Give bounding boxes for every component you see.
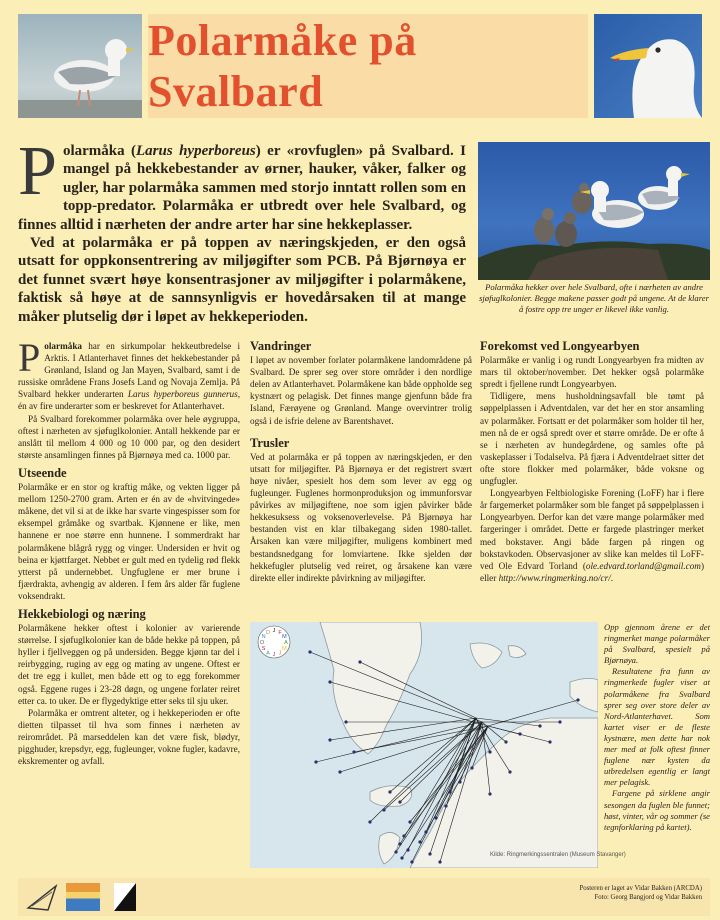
recovery-dot <box>314 760 317 763</box>
recovery-dot <box>368 820 371 823</box>
recovery-dot <box>424 830 427 833</box>
page-title: Polarmåke på Svalbard <box>148 16 417 116</box>
vandringer-text: I løpet av november forlater polarmåkene landområdene på Svalbard. De sprer seg over store områder i den nordlige delen av Atlanterhavet. Polarmåkene kan både oppholde seg kystnært og pelagisk. Det finnes mange gjenfunn både fra Island, Færøyene og Grønland. Mange overvintrer trolig også i de isfrie delene av Barentshavet. <box>250 355 472 426</box>
recovery-dot <box>448 790 451 793</box>
intro-text-b: ) er «rovfuglen» på Svalbard. I mangel på hekkebestander av ørner, hauker, våker, falker og ugler, har polarmåka sammen med storjo inntatt rollen som en topp-predator. Polarmåka er utbredt over hele Svalbard, og finnes alltid i nærheten der andre arter har sine hekkeplasser. <box>18 143 466 233</box>
recovery-dot <box>576 698 579 701</box>
forekomst-text-1: Polarmåke er vanlig i og rundt Longyearbyen fra midten av mars til oktober/november. Det hekker også polarmåke spredt i fjellene rundt Longyearbyen. <box>480 355 704 390</box>
credit-photo: Foto: Georg Bangjord og Vidar Bakken <box>594 894 702 901</box>
recovery-line <box>316 722 482 762</box>
recovery-dot <box>344 720 347 723</box>
col1-dropcap: P <box>18 335 41 380</box>
legend-month-label: N <box>261 634 266 641</box>
recovery-dot <box>328 738 331 741</box>
column-1 <box>18 335 241 767</box>
recovery-dot <box>358 660 361 663</box>
recovery-dot <box>410 860 413 863</box>
recovery-dot <box>382 808 385 811</box>
recovery-dot <box>458 780 461 783</box>
map-caption <box>604 622 710 833</box>
arcda-logo <box>114 883 136 911</box>
photo-caption: Polarmåka hekker over hele Svalbard, ofte i nærheten av andre sjøfuglkolonier. Begge makene passer godt på ungene. At de klarer å fostre opp tre unger er likevel ikke vanlig. <box>479 282 709 314</box>
utseende-text: Polarmåke er en stor og kraftig måke, og vekten ligger på mellom 1250-2700 gram. Arten er én av de «hvitvingede» måkene, det vil si at de ikke har svarte vingespisser som for eksempel gråmåke og svartbak. Kjønnene er like, men hannene er noe større enn hunnene. I sommerdrakt har polarmåkene blågrå rygg og vinger. Undersiden er hvit og beina er kjøttfarget. Nebbet er gult med en tydelig rød flekk ytterst på undernebbet. Ungfuglene er mer brune i fjærdrakta, avhengig av alderen. I fem års alder får fuglene voksendrakt. <box>18 482 240 601</box>
recovery-dot <box>338 770 341 773</box>
col1-latin: Larus hyperboreus gunnerus <box>127 389 238 400</box>
intro-text <box>18 133 466 326</box>
recovery-dot <box>548 740 551 743</box>
recovery-dot <box>400 856 403 859</box>
map-caption-1: Opp gjennom årene er det ringmerket mange polarmåker på Svalbard, spesielt på Bjørnøya. <box>604 622 710 666</box>
loff-logo <box>26 882 58 912</box>
recovery-dot <box>488 750 491 753</box>
heading-trusler: Trusler <box>250 435 290 450</box>
legend-month-label: A <box>284 640 288 647</box>
col1-text-b: , én av fire underarter som er beskrevet for Atlanterhavet. <box>18 389 241 412</box>
forekomst-text-3b: ) eller <box>480 560 704 583</box>
intro-paragraph-2: Ved at polarmåka er på toppen av næringskjeden, er den også utsatt for oppkonsentrering av miljøgifter som PCB. På Bjørnøya er det funnet svært høye konsentrasjoner av miljøgifter i polarmåkene, faktisk så høye at de sannsynligvis er hovedårsaken til at mange måker plutselig dør i løpet av hekkeperioden. <box>18 235 466 325</box>
museum-logo <box>66 883 100 911</box>
map-legend <box>258 626 290 658</box>
col1-text-a: har en sirkumpolar hekkeutbredelse i Arktis. I Atlanterhavet finnes det hekkebestander på Grønland, Island og Jan Mayen, Svalbard, samt i de russiske områdene Frans Josefs Land og Novaja Zemlja. På Svalbard hekker underarten <box>18 341 240 400</box>
gull-head-photo <box>594 14 702 118</box>
forekomst-text-3c: . <box>610 572 614 583</box>
heading-utseende: Utseende <box>18 465 67 480</box>
intro-text-a: olarmåka ( <box>62 143 136 159</box>
recovery-dot <box>488 792 491 795</box>
recovery-dot <box>504 740 507 743</box>
ringmerking-link[interactable]: http://www.ringmerking.no/cr/ <box>498 572 611 583</box>
legend-month-label: M <box>282 646 287 653</box>
intro-paragraph-1 <box>18 133 466 234</box>
recovery-dot <box>402 834 405 837</box>
legend-month-label: S <box>261 646 266 653</box>
recovery-dot <box>406 848 409 851</box>
credit-author: Posteren er laget av Vidar Bakken (ARCDA) <box>579 885 702 892</box>
forekomst-text-3 <box>480 487 704 584</box>
map-source: Kilde: Ringmerkingssentralen (Museum Stavanger) <box>490 852 626 858</box>
recovery-dot <box>394 850 397 853</box>
map-caption-3: Fargene på sirklene angir sesongen da fuglen ble funnet; høst, vinter, vår og sommer (se tegnforklaring på kartet). <box>604 788 710 832</box>
recovery-dot <box>418 840 421 843</box>
legend-month-label: J <box>272 652 276 659</box>
legend-month-label: A <box>266 650 270 657</box>
column-3 <box>480 340 704 584</box>
recovery-dot <box>444 804 447 807</box>
recovery-dot <box>388 790 391 793</box>
map-caption-2: Resultatene fra funn av ringmerkede fugler viser at polarmåkene fra Svalbard sprer seg over store deler av Nord-Atlanterhavet. Som kartet viser er de fleste kystnære, men dette har nok mer med at folk oftest finner fuglene nær kysten da utbredelsen egentlig er langt mer pelagisk. <box>604 666 710 788</box>
column-2 <box>250 340 472 584</box>
recovery-dot <box>508 770 511 773</box>
intro-dropcap: P <box>18 133 57 210</box>
recovery-dot <box>328 680 331 683</box>
contact-email[interactable]: ole.edvard.torland@gmail.com <box>585 560 701 571</box>
trusler-text: Ved at polarmåka er på toppen av næringskjeden, er den utsatt for miljøgifter. På Bjørnøya er det registrert svært høye nivåer, spesielt hos dem som lever av egg og fugleunger. Fuglenes hormonproduksjon og immunforsvar påvirkes av miljøgiftene, noe som igjen påvirker både hekkesuksess og voksenoverlevelse. På Bjørnøya har bestanden vist en klar tilbakegang siden 1980-tallet. Årsaken kan være miljøgifter, muligens kombinert med bestandsnedgang for lomviartene. Ikke sjelden dør hekkefugler plutselig ved reiret, og årsakene kan være direkte eller indirekte påvirkning av miljøgifter. <box>250 451 472 583</box>
legend-month-label: F <box>278 629 282 636</box>
legend-month-label: J <box>278 650 282 657</box>
recovery-map <box>250 622 598 868</box>
legend-month-label: J <box>272 628 276 635</box>
recovery-dot <box>558 720 561 723</box>
recovery-dot <box>434 816 437 819</box>
poster-credit <box>579 884 702 902</box>
col1-paragraph-1 <box>18 335 241 413</box>
hekke-text-1: Polarmåkene hekker oftest i kolonier av varierende størrelse. I sjøfuglkolonier kan de både hekke på toppen, på hyller i fjellveggen og på undersiden. Begge kjønn tar del i reirbygging, ruging av egg og mating av ungene. Oftest er det tre egg i kullet, men både ett og to egg forekommer også. Eggene ruges i 23-28 døgn, og ungene forlater reiret etter ca. to uker. De er flygedyktige etter seks til sju uker. <box>18 623 240 706</box>
recovery-dot <box>438 860 441 863</box>
recovery-dot <box>408 820 411 823</box>
forekomst-text-2: Tidligere, mens husholdningsavfall ble tømt på søppelplassen i Adventdalen, var det her en stor ansamling av polarmåker. Fortsatt er det polarmåker som holder til her, men nå de er også spredt over et større område. De er ofte å se i nærheten av hundegårdene, og samles ofte på vaskeplasser i Todalselva. På fjæra i Adventdelraet sitter det ofte store flokker med polarmåker, både voksne og ungfugler. <box>480 391 704 487</box>
col1-paragraph-2: På Svalbard forekommer polarmåka over hele øygruppa, oftest i nærheten av sjøfuglkolonier. Antall hekkende par er anslått til mellom 4 000 og 10 000 par, og den desidert største ansamlingen finnes på Bjørnøya med ca. 1000 par. <box>18 413 240 460</box>
title-banner <box>148 14 588 118</box>
recovery-dot <box>352 750 355 753</box>
hekke-text-2: Polarmåka er omtrent alteter, og i hekkeperioden er ofte dietten tilpasset til hva som finnes i nærheten av reirområdet. På marseddelen kan det være fisk, blødyr, pigghuder, krepsdyr, egg, fugleunger, vokne fugler, kadavre, ekskrementer og avfall. <box>18 707 241 767</box>
recovery-dot <box>398 842 401 845</box>
recovery-dot <box>308 650 311 653</box>
recovery-dot <box>470 766 473 769</box>
recovery-dot <box>538 724 541 727</box>
heading-vandringer: Vandringer <box>250 339 312 353</box>
forekomst-text-3a: Longyearbyen Feltbiologiske Forening (LoFF) har i flere år fargemerket polarmåker som ble fanget på søppelplassen i Longyearbyen. Derfor kan det være mange polarmåker med fargeringer i området. Dette er fargede plastringer merket med bokstaver. Angi både fargen på ringen og bokstavkoden. Observasjoner av slike kan meldes til LoFF- ved Ole Edvard Torland ( <box>480 488 704 571</box>
recovery-dot <box>398 800 401 803</box>
heading-hekkebiologi: Hekkebiologi og næring <box>18 606 146 621</box>
gull-colony-photo <box>478 142 710 280</box>
legend-month-label: M <box>282 634 287 641</box>
gull-standing-photo <box>18 14 142 118</box>
recovery-dot <box>518 732 521 735</box>
heading-forekomst: Forekomst ved Longyearbyen <box>480 339 640 353</box>
recovery-dot <box>428 852 431 855</box>
legend-month-label: D <box>266 629 270 636</box>
intro-latin: Larus hyperboreus <box>136 143 256 159</box>
legend-month-label: O <box>259 640 265 647</box>
col1-bold: olarmåka <box>44 341 83 351</box>
